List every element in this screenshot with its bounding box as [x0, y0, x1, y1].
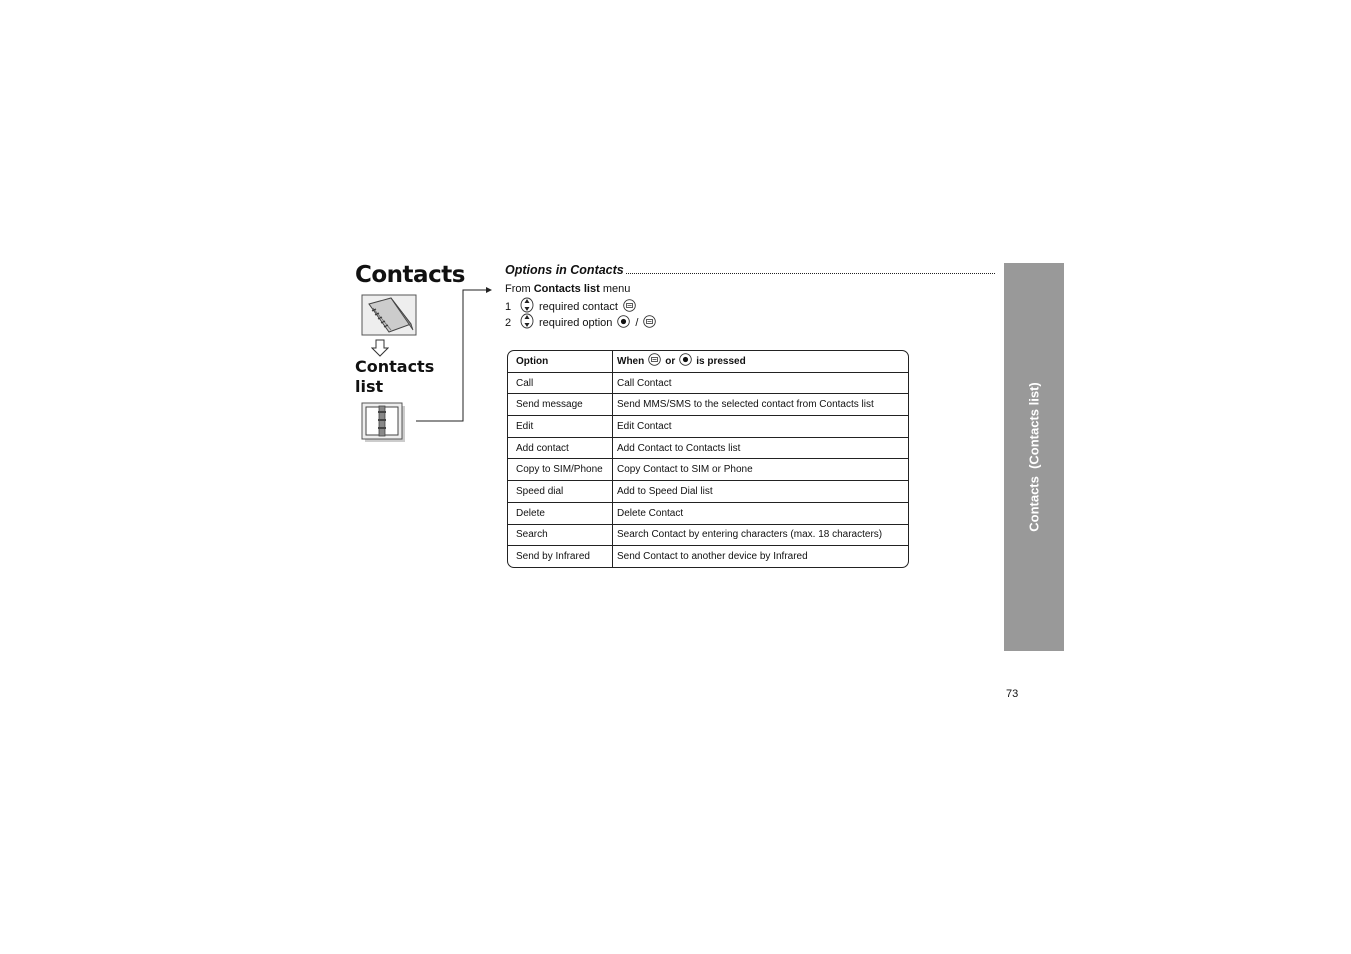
- instruction-step-2: [505, 313, 656, 332]
- description-cell: Send Contact to another device by Infrared: [617, 551, 808, 563]
- page-title: Contacts: [355, 262, 465, 288]
- description-cell: Send MMS/SMS to the selected contact from Contacts list: [613, 394, 909, 416]
- from-prefix: From: [505, 283, 531, 295]
- description-cell: Call Contact: [613, 372, 909, 394]
- header-when: [613, 351, 909, 372]
- table-row: [508, 394, 908, 416]
- section-subtitle: Contacts list: [355, 357, 435, 396]
- description-cell: Add to Speed Dial list: [613, 481, 909, 503]
- table-row: [508, 481, 908, 503]
- section-heading: [505, 263, 995, 277]
- option-cell: Delete: [508, 502, 613, 524]
- table-row: [508, 459, 908, 481]
- step-text: required contact: [539, 300, 618, 313]
- softkey-icon: [643, 315, 656, 331]
- description-cell: Search Contact by entering characters (max. 18 characters): [613, 524, 909, 546]
- header-when-prefix: When: [617, 355, 645, 367]
- softkey-icon: [648, 353, 661, 369]
- from-suffix: menu: [602, 283, 631, 295]
- table-row: [508, 372, 908, 394]
- connector-arrow: [414, 285, 494, 430]
- chapter-side-tab: [1004, 263, 1064, 651]
- description-cell: Copy Contact to SIM or Phone: [613, 459, 909, 481]
- step-separator: /: [635, 316, 639, 329]
- option-cell: Send by Infrared: [508, 546, 613, 567]
- option-cell: Edit: [508, 416, 613, 438]
- section-heading-title: Options in Contacts: [505, 263, 624, 277]
- table-row: [508, 416, 908, 438]
- option-cell: Speed dial: [508, 481, 613, 503]
- table-row: [508, 524, 908, 546]
- option-cell: Call: [508, 372, 613, 394]
- step-number: 1: [505, 300, 512, 313]
- up-down-navigation-key-icon: [520, 313, 534, 332]
- options-table-frame: [507, 350, 909, 568]
- contacts-list-icon: [361, 402, 407, 449]
- dotted-leader: [626, 272, 995, 274]
- step-text: required option: [539, 316, 613, 329]
- option-cell: Send message: [508, 394, 613, 416]
- center-select-key-icon: [679, 353, 692, 369]
- from-menu-name: Contacts list: [533, 283, 600, 295]
- chapter-side-tab-label: Contacts (Contacts list): [1026, 382, 1042, 532]
- options-table: [508, 351, 908, 567]
- description-cell: Delete Contact: [613, 502, 909, 524]
- page-number: 73: [1006, 688, 1019, 700]
- option-cell: Search: [508, 524, 613, 546]
- table-row: [508, 437, 908, 459]
- center-select-key-icon: [617, 315, 630, 331]
- description-cell: Add Contact to Contacts list: [613, 437, 909, 459]
- option-cell: Copy to SIM/Phone: [508, 459, 613, 481]
- header-option: Option: [508, 351, 613, 372]
- header-when-suffix: is pressed: [696, 355, 746, 367]
- step-number: 2: [505, 316, 512, 329]
- description-cell: Edit Contact: [613, 416, 909, 438]
- table-row: [508, 502, 908, 524]
- table-row: [508, 546, 908, 567]
- contacts-book-icon: [361, 294, 417, 341]
- from-menu-line: [505, 283, 630, 295]
- option-cell: Add contact: [508, 437, 613, 459]
- header-when-or: or: [665, 355, 676, 367]
- table-header-row: [508, 351, 908, 372]
